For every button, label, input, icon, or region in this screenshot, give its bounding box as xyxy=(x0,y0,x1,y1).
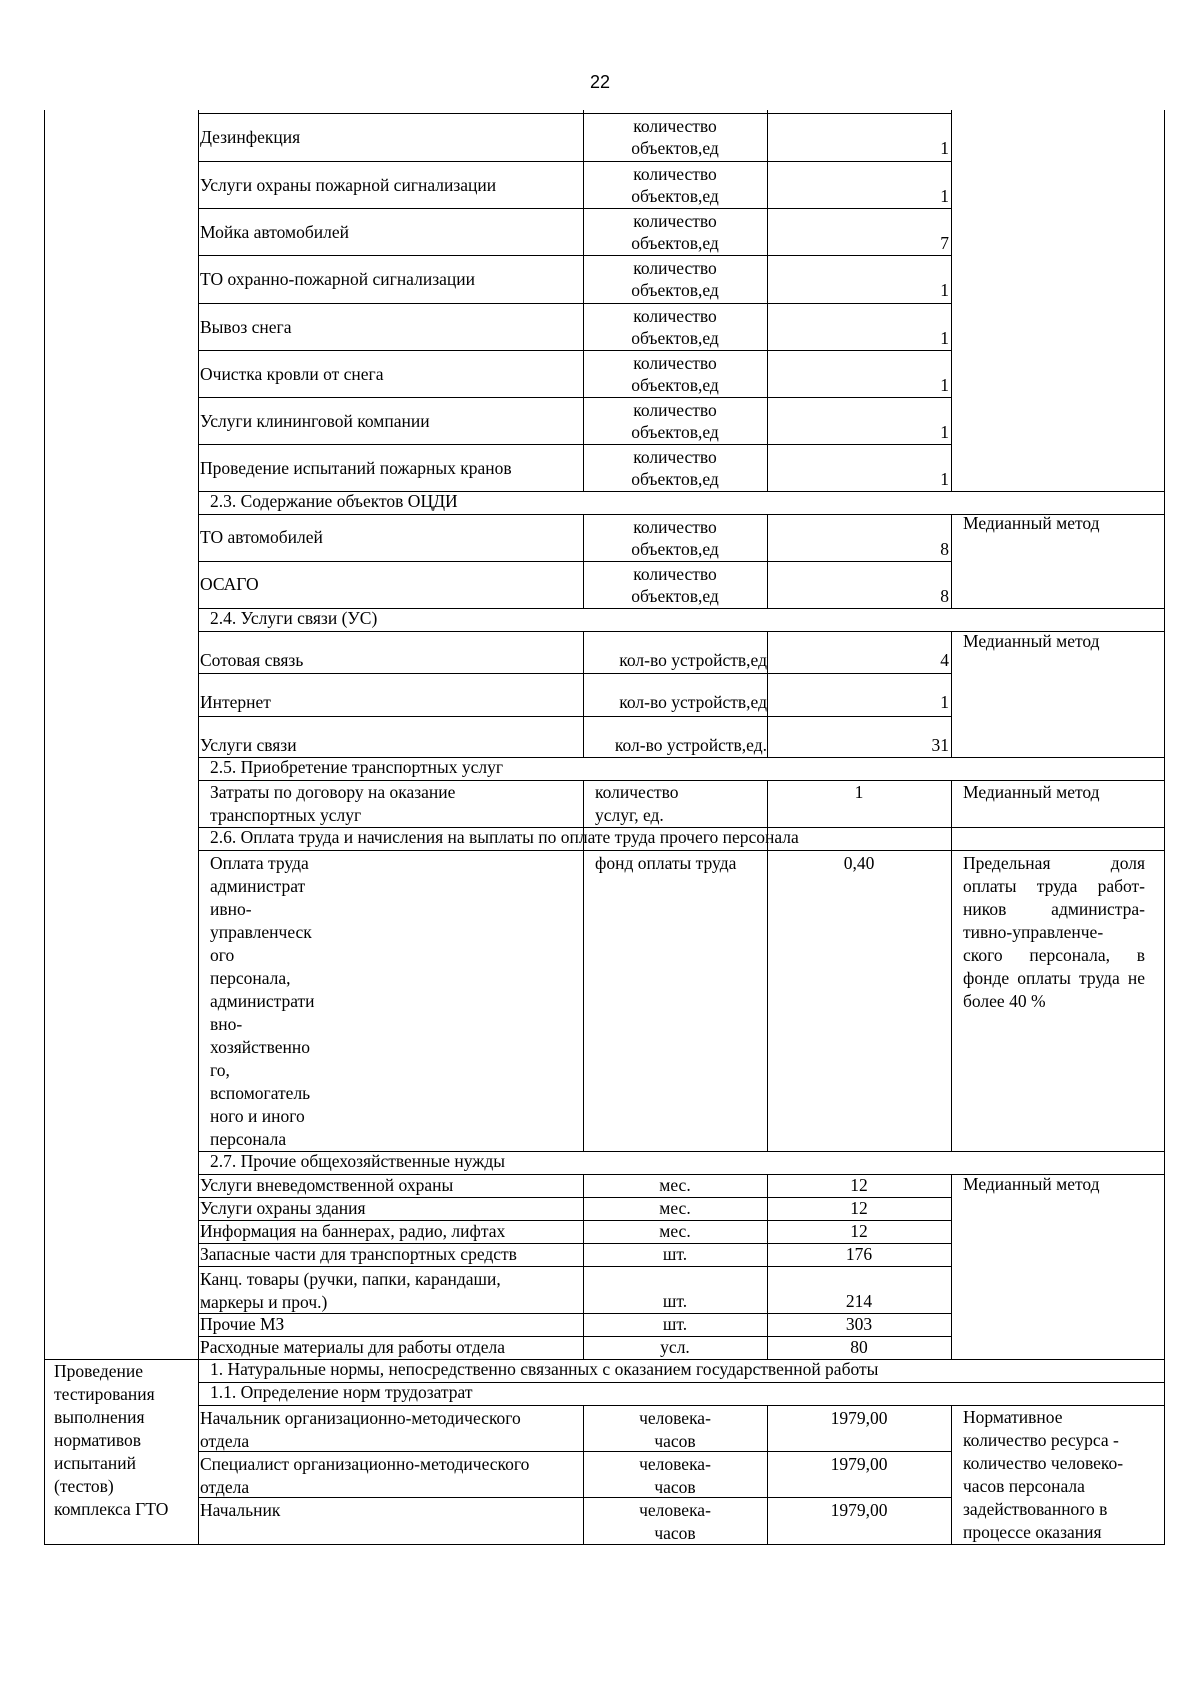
method-text: Медианный метод xyxy=(963,1174,1100,1194)
row-name: Информация на баннерах, радио, лифтах xyxy=(200,1221,506,1241)
row-name: Проведение испытаний пожарных кранов xyxy=(200,457,512,478)
row-name: Интернет xyxy=(200,692,271,712)
row-name: Услуги связи xyxy=(200,735,297,755)
row-value: 31 xyxy=(931,735,949,755)
table-column-rule xyxy=(583,631,584,757)
row-unit: количество xyxy=(633,306,717,326)
table-column-rule xyxy=(583,1174,584,1359)
row-name: Сотовая связь xyxy=(200,650,304,670)
table-rule xyxy=(198,255,951,256)
row-name: Специалист организационно-методического отдела xyxy=(200,1454,530,1497)
row-unit: количество xyxy=(633,447,717,467)
row-unit: объектов,ед xyxy=(631,328,719,348)
method-text: Медианный метод xyxy=(963,513,1100,533)
table-column-rule xyxy=(583,1405,584,1545)
row-name: Начальник xyxy=(200,1500,281,1520)
row-name: Расходные материалы для работы отдела xyxy=(200,1337,506,1357)
row-name: Вывоз снега xyxy=(200,316,292,337)
method-text: Предельная доля оплаты труда работ- ников администра- тивно-управленче- ского персонала, в фонде оплаты труда не более 40 % xyxy=(963,853,1145,1011)
row-value: 1979,00 xyxy=(830,1500,888,1520)
section-header-2-7: 2.7. Прочие общехозяйственные нужды xyxy=(210,1151,506,1171)
row-unit: шт. xyxy=(662,1244,688,1264)
table-rule xyxy=(198,303,951,304)
table-column-rule xyxy=(951,631,952,757)
row-unit: объектов,ед xyxy=(631,422,719,442)
table-column-rule xyxy=(951,110,952,491)
row-unit: кол-во устройств,ед xyxy=(619,692,767,712)
row-value: 1 xyxy=(940,328,949,348)
row-name: Канц. товары (ручки, папки, карандаши, маркеры и проч.) xyxy=(200,1269,501,1312)
row-unit: кол-во устройств,ед xyxy=(619,650,767,670)
row-unit: мес. xyxy=(659,1198,691,1218)
table-rule xyxy=(198,673,951,674)
row-unit: мес. xyxy=(659,1221,691,1241)
table-column-rule xyxy=(767,110,768,491)
row-name: ОСАГО xyxy=(200,574,259,594)
section-header-labor: 1.1. Определение норм трудозатрат xyxy=(210,1382,473,1402)
row-value: 80 xyxy=(850,1337,868,1357)
row-unit: объектов,ед xyxy=(631,138,719,158)
table-column-rule xyxy=(767,631,768,757)
table-column-rule xyxy=(583,110,584,491)
row-value: 1 xyxy=(940,186,949,206)
page-number: 22 xyxy=(589,72,611,92)
row-name: Запасные части для транспортных средств xyxy=(200,1244,517,1264)
table-column-rule xyxy=(44,110,45,1545)
table-rule xyxy=(198,444,951,445)
row-value: 1 xyxy=(854,782,864,802)
table-rule xyxy=(198,1220,951,1221)
row-unit: количество xyxy=(633,211,717,231)
row-name: Дезинфекция xyxy=(200,127,301,147)
row-unit: кол-во устройств,ед. xyxy=(614,735,767,755)
row-value: 8 xyxy=(940,586,949,606)
row-value: 1979,00 xyxy=(830,1408,888,1428)
table-rule xyxy=(198,1336,951,1337)
table-rule xyxy=(44,1544,1164,1545)
table-column-rule xyxy=(951,1405,952,1545)
row-name: Услуги вневедомственной охраны xyxy=(200,1175,454,1195)
table-column-rule xyxy=(583,514,584,608)
row-unit: объектов,ед xyxy=(631,280,719,300)
row-unit: объектов,ед xyxy=(631,469,719,489)
table-rule xyxy=(198,113,951,114)
row-name: Оплата труда администрат ивно- управленческ ого персонала, администрати вно- хозяйственно го, вспомогатель ного и иного персонала xyxy=(210,853,315,1149)
row-name: Затраты по договору на оказание транспортных услуг xyxy=(210,782,456,825)
table-rule xyxy=(198,1266,951,1267)
table-rule xyxy=(198,1313,951,1314)
row-value: 8 xyxy=(940,539,949,559)
row-name: ТО охранно-пожарной сигнализации xyxy=(200,269,475,289)
service-name: Проведение тестирования выполнения нормативов испытаний (тестов) комплекса ГТО xyxy=(54,1361,169,1519)
row-unit: количество xyxy=(633,564,717,584)
table-column-rule xyxy=(951,780,952,1151)
row-unit: человека- часов xyxy=(639,1408,711,1451)
row-name: Прочие МЗ xyxy=(200,1314,285,1334)
row-value: 12 xyxy=(850,1198,868,1218)
table-column-rule xyxy=(951,1174,952,1359)
row-unit: объектов,ед xyxy=(631,233,719,253)
row-name: Услуги охраны здания xyxy=(200,1198,366,1218)
table-rule xyxy=(198,161,951,162)
row-value: 1 xyxy=(940,280,949,300)
section-header-2-4: 2.4. Услуги связи (УС) xyxy=(210,608,378,628)
section-header-2-3: 2.3. Содержание объектов ОЦДИ xyxy=(210,491,458,511)
table-rule xyxy=(198,850,1164,851)
table-column-rule xyxy=(198,110,199,1545)
row-value: 303 xyxy=(845,1314,873,1334)
row-name: Начальник организационно-методического отдела xyxy=(200,1408,521,1451)
table-column-rule xyxy=(1164,110,1165,1545)
row-unit: усл. xyxy=(660,1337,690,1357)
table-column-rule xyxy=(583,780,584,1151)
row-unit: шт. xyxy=(662,1314,688,1334)
row-value: 7 xyxy=(940,233,949,253)
row-unit: человека- часов xyxy=(639,1500,711,1543)
table-column-rule xyxy=(767,1174,768,1359)
row-name: Услуги клининговой компании xyxy=(200,410,430,431)
table-rule xyxy=(198,208,951,209)
row-value: 1 xyxy=(940,375,949,395)
table-rule xyxy=(198,397,951,398)
row-unit: шт. xyxy=(662,1291,688,1311)
row-unit: количество xyxy=(633,258,717,278)
table-rule xyxy=(198,350,951,351)
row-value: 4 xyxy=(940,650,949,670)
row-unit: количество xyxy=(633,116,717,136)
row-unit: объектов,ед xyxy=(631,539,719,559)
row-unit: количество xyxy=(633,353,717,373)
table-rule xyxy=(198,716,951,717)
table-rule xyxy=(198,1243,951,1244)
row-unit: человека- часов xyxy=(639,1454,711,1497)
table-column-rule xyxy=(767,780,768,1151)
row-value: 1 xyxy=(940,422,949,442)
table-rule xyxy=(198,1497,951,1498)
row-unit: количество xyxy=(633,164,717,184)
row-value: 12 xyxy=(850,1175,868,1195)
row-name: ТО автомобилей xyxy=(200,527,323,547)
row-unit: количество услуг, ед. xyxy=(595,782,679,825)
section-header-natural: 1. Натуральные нормы, непосредственно связанных с оказанием государственной работы xyxy=(210,1359,879,1379)
row-unit: фонд оплаты труда xyxy=(595,853,737,873)
row-unit: количество xyxy=(633,517,717,537)
row-value: 1979,00 xyxy=(830,1454,888,1474)
table-column-rule xyxy=(767,514,768,608)
table-rule xyxy=(198,561,951,562)
row-unit: объектов,ед xyxy=(631,375,719,395)
table-column-rule xyxy=(767,1405,768,1545)
row-name: Очистка кровли от снега xyxy=(200,363,384,384)
row-value: 1 xyxy=(940,469,949,489)
table-rule xyxy=(198,1451,951,1452)
row-value: 1 xyxy=(940,138,949,158)
row-unit: объектов,ед xyxy=(631,586,719,606)
section-header-2-5: 2.5. Приобретение транспортных услуг xyxy=(210,757,504,777)
row-name: Мойка автомобилей xyxy=(200,221,350,242)
row-value: 176 xyxy=(845,1244,873,1264)
row-value: 214 xyxy=(845,1291,873,1311)
row-unit: объектов,ед xyxy=(631,186,719,206)
table-rule xyxy=(198,1197,951,1198)
table-column-rule xyxy=(951,514,952,608)
row-value: 12 xyxy=(850,1221,868,1241)
row-unit: мес. xyxy=(659,1175,691,1195)
row-value: 1 xyxy=(940,692,949,712)
method-text: Медианный метод xyxy=(963,631,1100,651)
section-header-2-6: 2.6. Оплата труда и начисления на выплаты по оплате труда прочего персонала xyxy=(210,827,799,847)
row-name: Услуги охраны пожарной сигнализации xyxy=(200,174,497,195)
row-unit: количество xyxy=(633,400,717,420)
method-text: Медианный метод xyxy=(963,782,1100,802)
method-text: Нормативное количество ресурса - количество человеко- часов персонала задействованного в процессе оказания xyxy=(963,1407,1124,1542)
row-value: 0,40 xyxy=(843,853,875,873)
